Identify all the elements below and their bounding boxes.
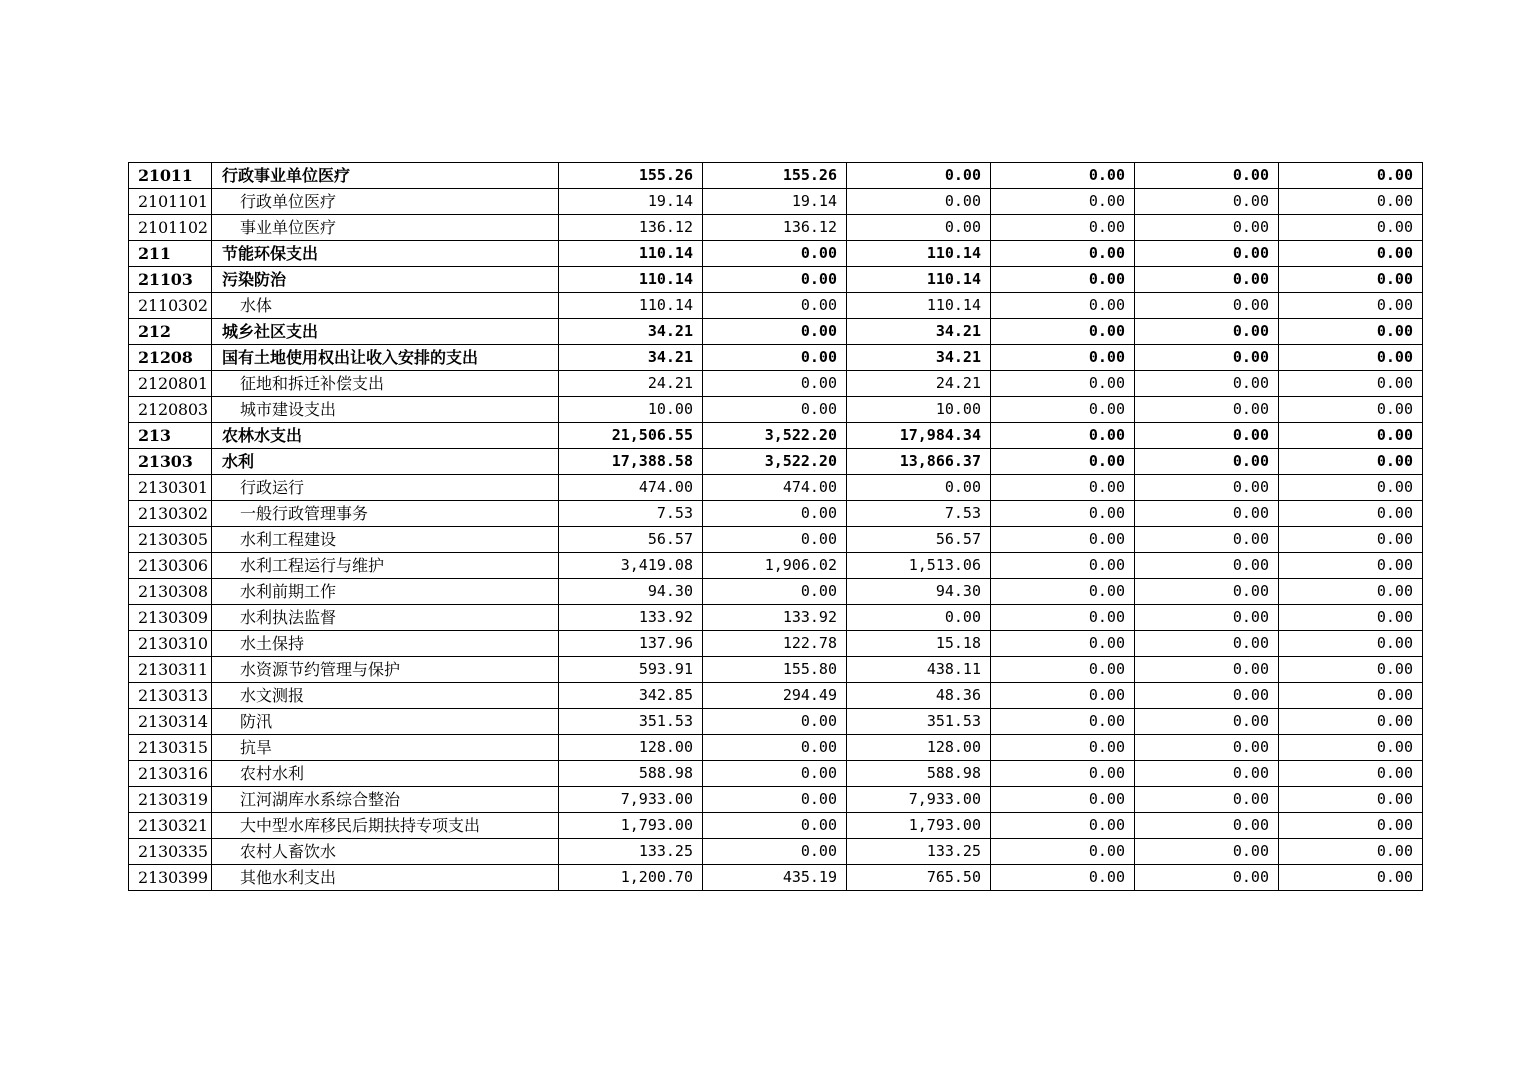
item-row — [129, 865, 1423, 891]
amount-cell: 0.00 — [1279, 319, 1423, 345]
amount-cell: 0.00 — [1279, 501, 1423, 527]
item-row — [129, 813, 1423, 839]
subject-name-cell: 农村水利 — [212, 761, 559, 787]
subject-code-cell: 211 — [129, 241, 212, 267]
amount-cell: 0.00 — [847, 605, 991, 631]
amount-cell: 0.00 — [703, 527, 847, 553]
amount-cell: 133.92 — [559, 605, 703, 631]
amount-cell: 48.36 — [847, 683, 991, 709]
amount-cell: 474.00 — [703, 475, 847, 501]
item-row — [129, 475, 1423, 501]
item-row — [129, 787, 1423, 813]
amount-cell: 24.21 — [847, 371, 991, 397]
subject-name-cell: 水文测报 — [212, 683, 559, 709]
amount-cell: 110.14 — [559, 293, 703, 319]
amount-cell: 133.92 — [703, 605, 847, 631]
amount-cell: 110.14 — [559, 241, 703, 267]
subject-name-cell: 城市建设支出 — [212, 397, 559, 423]
amount-cell: 0.00 — [1279, 397, 1423, 423]
amount-cell: 0.00 — [1279, 605, 1423, 631]
amount-cell: 7,933.00 — [559, 787, 703, 813]
amount-cell: 0.00 — [1279, 345, 1423, 371]
subject-name-cell: 行政事业单位医疗 — [212, 163, 559, 189]
amount-cell: 0.00 — [991, 813, 1135, 839]
amount-cell: 0.00 — [703, 241, 847, 267]
subject-code-cell: 2130316 — [129, 761, 212, 787]
amount-cell: 0.00 — [703, 761, 847, 787]
item-row — [129, 631, 1423, 657]
amount-cell: 13,866.37 — [847, 449, 991, 475]
amount-cell: 0.00 — [1279, 657, 1423, 683]
amount-cell: 0.00 — [703, 501, 847, 527]
amount-cell: 10.00 — [847, 397, 991, 423]
amount-cell: 0.00 — [847, 163, 991, 189]
amount-cell: 0.00 — [1279, 423, 1423, 449]
amount-cell: 0.00 — [991, 605, 1135, 631]
amount-cell: 34.21 — [847, 319, 991, 345]
amount-cell: 0.00 — [1135, 631, 1279, 657]
amount-cell: 0.00 — [1135, 501, 1279, 527]
amount-cell: 0.00 — [991, 293, 1135, 319]
amount-cell: 0.00 — [1279, 449, 1423, 475]
item-row — [129, 605, 1423, 631]
subject-code-cell: 2130309 — [129, 605, 212, 631]
amount-cell: 0.00 — [703, 787, 847, 813]
subject-name-cell: 大中型水库移民后期扶持专项支出 — [212, 813, 559, 839]
amount-cell: 0.00 — [703, 319, 847, 345]
amount-cell: 7.53 — [847, 501, 991, 527]
amount-cell: 3,522.20 — [703, 449, 847, 475]
amount-cell: 0.00 — [703, 345, 847, 371]
subject-name-cell: 水资源节约管理与保护 — [212, 657, 559, 683]
subject-code-cell: 2130308 — [129, 579, 212, 605]
item-row — [129, 735, 1423, 761]
amount-cell: 0.00 — [1279, 813, 1423, 839]
amount-cell: 0.00 — [1135, 709, 1279, 735]
subject-code-cell: 2130314 — [129, 709, 212, 735]
subject-name-cell: 城乡社区支出 — [212, 319, 559, 345]
amount-cell: 0.00 — [1135, 527, 1279, 553]
subject-name-cell: 征地和拆迁补偿支出 — [212, 371, 559, 397]
amount-cell: 110.14 — [847, 241, 991, 267]
amount-cell: 0.00 — [703, 813, 847, 839]
subject-name-cell: 行政运行 — [212, 475, 559, 501]
subject-name-cell: 水利 — [212, 449, 559, 475]
subject-name-cell: 水利工程建设 — [212, 527, 559, 553]
subject-name-cell: 污染防治 — [212, 267, 559, 293]
amount-cell: 588.98 — [559, 761, 703, 787]
amount-cell: 0.00 — [991, 761, 1135, 787]
amount-cell: 110.14 — [847, 267, 991, 293]
amount-cell: 155.80 — [703, 657, 847, 683]
amount-cell: 0.00 — [991, 683, 1135, 709]
amount-cell: 0.00 — [1279, 475, 1423, 501]
subject-code-cell: 21011 — [129, 163, 212, 189]
amount-cell: 0.00 — [1279, 163, 1423, 189]
amount-cell: 0.00 — [1135, 553, 1279, 579]
amount-cell: 0.00 — [1135, 371, 1279, 397]
amount-cell: 3,419.08 — [559, 553, 703, 579]
amount-cell: 0.00 — [991, 345, 1135, 371]
amount-cell: 34.21 — [559, 345, 703, 371]
category-row — [129, 345, 1423, 371]
amount-cell: 0.00 — [991, 397, 1135, 423]
subject-code-cell: 2101101 — [129, 189, 212, 215]
amount-cell: 0.00 — [991, 839, 1135, 865]
subject-name-cell: 防汛 — [212, 709, 559, 735]
amount-cell: 0.00 — [991, 709, 1135, 735]
subject-code-cell: 2130315 — [129, 735, 212, 761]
amount-cell: 0.00 — [1279, 189, 1423, 215]
amount-cell: 56.57 — [559, 527, 703, 553]
amount-cell: 0.00 — [703, 397, 847, 423]
amount-cell: 136.12 — [559, 215, 703, 241]
amount-cell: 0.00 — [1135, 761, 1279, 787]
subject-name-cell: 抗旱 — [212, 735, 559, 761]
category-row — [129, 319, 1423, 345]
amount-cell: 0.00 — [1135, 449, 1279, 475]
amount-cell: 0.00 — [1279, 787, 1423, 813]
subject-code-cell: 2130311 — [129, 657, 212, 683]
amount-cell: 0.00 — [1279, 215, 1423, 241]
amount-cell: 155.26 — [703, 163, 847, 189]
amount-cell: 0.00 — [991, 449, 1135, 475]
amount-cell: 0.00 — [1279, 267, 1423, 293]
amount-cell: 435.19 — [703, 865, 847, 891]
subject-code-cell: 2130305 — [129, 527, 212, 553]
subject-name-cell: 江河湖库水系综合整治 — [212, 787, 559, 813]
amount-cell: 0.00 — [1279, 709, 1423, 735]
item-row — [129, 761, 1423, 787]
subject-code-cell: 2130313 — [129, 683, 212, 709]
amount-cell: 0.00 — [991, 241, 1135, 267]
amount-cell: 0.00 — [1135, 423, 1279, 449]
subject-code-cell: 2130310 — [129, 631, 212, 657]
amount-cell: 1,793.00 — [559, 813, 703, 839]
subject-code-cell: 2101102 — [129, 215, 212, 241]
budget-expenditure-table — [128, 162, 1423, 891]
item-row — [129, 839, 1423, 865]
category-row — [129, 241, 1423, 267]
subject-code-cell: 2130399 — [129, 865, 212, 891]
amount-cell: 0.00 — [991, 631, 1135, 657]
amount-cell: 1,906.02 — [703, 553, 847, 579]
amount-cell: 0.00 — [703, 709, 847, 735]
item-row — [129, 293, 1423, 319]
subject-code-cell: 213 — [129, 423, 212, 449]
amount-cell: 17,388.58 — [559, 449, 703, 475]
table-body — [129, 163, 1423, 891]
amount-cell: 0.00 — [1135, 345, 1279, 371]
amount-cell: 0.00 — [991, 423, 1135, 449]
amount-cell: 0.00 — [991, 267, 1135, 293]
amount-cell: 94.30 — [559, 579, 703, 605]
category-row — [129, 423, 1423, 449]
amount-cell: 128.00 — [559, 735, 703, 761]
item-row — [129, 527, 1423, 553]
amount-cell: 15.18 — [847, 631, 991, 657]
subject-name-cell: 农林水支出 — [212, 423, 559, 449]
amount-cell: 0.00 — [703, 371, 847, 397]
item-row — [129, 553, 1423, 579]
item-row — [129, 397, 1423, 423]
subject-code-cell: 2130302 — [129, 501, 212, 527]
subject-code-cell: 21103 — [129, 267, 212, 293]
amount-cell: 21,506.55 — [559, 423, 703, 449]
amount-cell: 122.78 — [703, 631, 847, 657]
subject-name-cell: 水体 — [212, 293, 559, 319]
amount-cell: 0.00 — [1135, 735, 1279, 761]
amount-cell: 0.00 — [1279, 631, 1423, 657]
subject-name-cell: 行政单位医疗 — [212, 189, 559, 215]
category-row — [129, 449, 1423, 475]
subject-name-cell: 水利执法监督 — [212, 605, 559, 631]
amount-cell: 0.00 — [847, 189, 991, 215]
subject-name-cell: 一般行政管理事务 — [212, 501, 559, 527]
amount-cell: 438.11 — [847, 657, 991, 683]
amount-cell: 0.00 — [991, 553, 1135, 579]
amount-cell: 0.00 — [1135, 657, 1279, 683]
amount-cell: 136.12 — [703, 215, 847, 241]
amount-cell: 133.25 — [847, 839, 991, 865]
amount-cell: 24.21 — [559, 371, 703, 397]
amount-cell: 294.49 — [703, 683, 847, 709]
subject-code-cell: 2130321 — [129, 813, 212, 839]
item-row — [129, 501, 1423, 527]
amount-cell: 0.00 — [1135, 839, 1279, 865]
amount-cell: 0.00 — [1279, 735, 1423, 761]
amount-cell: 0.00 — [1135, 319, 1279, 345]
amount-cell: 0.00 — [991, 865, 1135, 891]
amount-cell: 593.91 — [559, 657, 703, 683]
amount-cell: 19.14 — [559, 189, 703, 215]
subject-code-cell: 2120801 — [129, 371, 212, 397]
subject-name-cell: 其他水利支出 — [212, 865, 559, 891]
amount-cell: 0.00 — [1279, 241, 1423, 267]
amount-cell: 0.00 — [1279, 839, 1423, 865]
amount-cell: 110.14 — [847, 293, 991, 319]
item-row — [129, 215, 1423, 241]
amount-cell: 0.00 — [703, 293, 847, 319]
amount-cell: 0.00 — [703, 579, 847, 605]
amount-cell: 110.14 — [559, 267, 703, 293]
subject-name-cell: 水利前期工作 — [212, 579, 559, 605]
amount-cell: 7.53 — [559, 501, 703, 527]
amount-cell: 0.00 — [991, 319, 1135, 345]
item-row — [129, 709, 1423, 735]
amount-cell: 0.00 — [991, 579, 1135, 605]
amount-cell: 0.00 — [1135, 579, 1279, 605]
amount-cell: 342.85 — [559, 683, 703, 709]
amount-cell: 94.30 — [847, 579, 991, 605]
amount-cell: 351.53 — [847, 709, 991, 735]
amount-cell: 0.00 — [703, 267, 847, 293]
amount-cell: 0.00 — [1279, 293, 1423, 319]
amount-cell: 0.00 — [703, 735, 847, 761]
item-row — [129, 683, 1423, 709]
amount-cell: 0.00 — [1279, 579, 1423, 605]
amount-cell: 0.00 — [1279, 371, 1423, 397]
subject-code-cell: 2130306 — [129, 553, 212, 579]
amount-cell: 0.00 — [1135, 241, 1279, 267]
amount-cell: 34.21 — [559, 319, 703, 345]
amount-cell: 34.21 — [847, 345, 991, 371]
amount-cell: 0.00 — [1279, 527, 1423, 553]
subject-code-cell: 21208 — [129, 345, 212, 371]
amount-cell: 0.00 — [991, 527, 1135, 553]
amount-cell: 1,793.00 — [847, 813, 991, 839]
amount-cell: 17,984.34 — [847, 423, 991, 449]
subject-name-cell: 国有土地使用权出让收入安排的支出 — [212, 345, 559, 371]
amount-cell: 0.00 — [1135, 475, 1279, 501]
item-row — [129, 579, 1423, 605]
subject-code-cell: 21303 — [129, 449, 212, 475]
amount-cell: 0.00 — [1135, 267, 1279, 293]
amount-cell: 0.00 — [847, 475, 991, 501]
amount-cell: 0.00 — [1135, 605, 1279, 631]
item-row — [129, 657, 1423, 683]
subject-code-cell: 2130301 — [129, 475, 212, 501]
amount-cell: 0.00 — [1135, 787, 1279, 813]
subject-name-cell: 农村人畜饮水 — [212, 839, 559, 865]
amount-cell: 1,513.06 — [847, 553, 991, 579]
amount-cell: 19.14 — [703, 189, 847, 215]
amount-cell: 0.00 — [1279, 865, 1423, 891]
item-row — [129, 189, 1423, 215]
amount-cell: 0.00 — [991, 657, 1135, 683]
category-row — [129, 163, 1423, 189]
amount-cell: 56.57 — [847, 527, 991, 553]
subject-name-cell: 水土保持 — [212, 631, 559, 657]
amount-cell: 474.00 — [559, 475, 703, 501]
amount-cell: 128.00 — [847, 735, 991, 761]
amount-cell: 0.00 — [991, 215, 1135, 241]
amount-cell: 765.50 — [847, 865, 991, 891]
subject-name-cell: 水利工程运行与维护 — [212, 553, 559, 579]
amount-cell: 588.98 — [847, 761, 991, 787]
subject-name-cell: 事业单位医疗 — [212, 215, 559, 241]
amount-cell: 0.00 — [991, 189, 1135, 215]
amount-cell: 351.53 — [559, 709, 703, 735]
subject-code-cell: 212 — [129, 319, 212, 345]
amount-cell: 7,933.00 — [847, 787, 991, 813]
amount-cell: 0.00 — [1135, 293, 1279, 319]
amount-cell: 0.00 — [1135, 683, 1279, 709]
amount-cell: 0.00 — [1135, 813, 1279, 839]
subject-name-cell: 节能环保支出 — [212, 241, 559, 267]
amount-cell: 133.25 — [559, 839, 703, 865]
amount-cell: 0.00 — [1279, 761, 1423, 787]
amount-cell: 0.00 — [1135, 215, 1279, 241]
amount-cell: 0.00 — [991, 475, 1135, 501]
amount-cell: 137.96 — [559, 631, 703, 657]
amount-cell: 0.00 — [1135, 865, 1279, 891]
category-row — [129, 267, 1423, 293]
amount-cell: 1,200.70 — [559, 865, 703, 891]
amount-cell: 0.00 — [847, 215, 991, 241]
amount-cell: 0.00 — [991, 735, 1135, 761]
amount-cell: 155.26 — [559, 163, 703, 189]
amount-cell: 10.00 — [559, 397, 703, 423]
item-row — [129, 371, 1423, 397]
amount-cell: 0.00 — [1135, 163, 1279, 189]
subject-code-cell: 2130335 — [129, 839, 212, 865]
subject-code-cell: 2110302 — [129, 293, 212, 319]
amount-cell: 0.00 — [1279, 553, 1423, 579]
amount-cell: 0.00 — [703, 839, 847, 865]
amount-cell: 0.00 — [991, 501, 1135, 527]
amount-cell: 3,522.20 — [703, 423, 847, 449]
amount-cell: 0.00 — [1279, 683, 1423, 709]
subject-code-cell: 2130319 — [129, 787, 212, 813]
amount-cell: 0.00 — [1135, 397, 1279, 423]
amount-cell: 0.00 — [1135, 189, 1279, 215]
amount-cell: 0.00 — [991, 787, 1135, 813]
subject-code-cell: 2120803 — [129, 397, 212, 423]
amount-cell: 0.00 — [991, 163, 1135, 189]
amount-cell: 0.00 — [991, 371, 1135, 397]
